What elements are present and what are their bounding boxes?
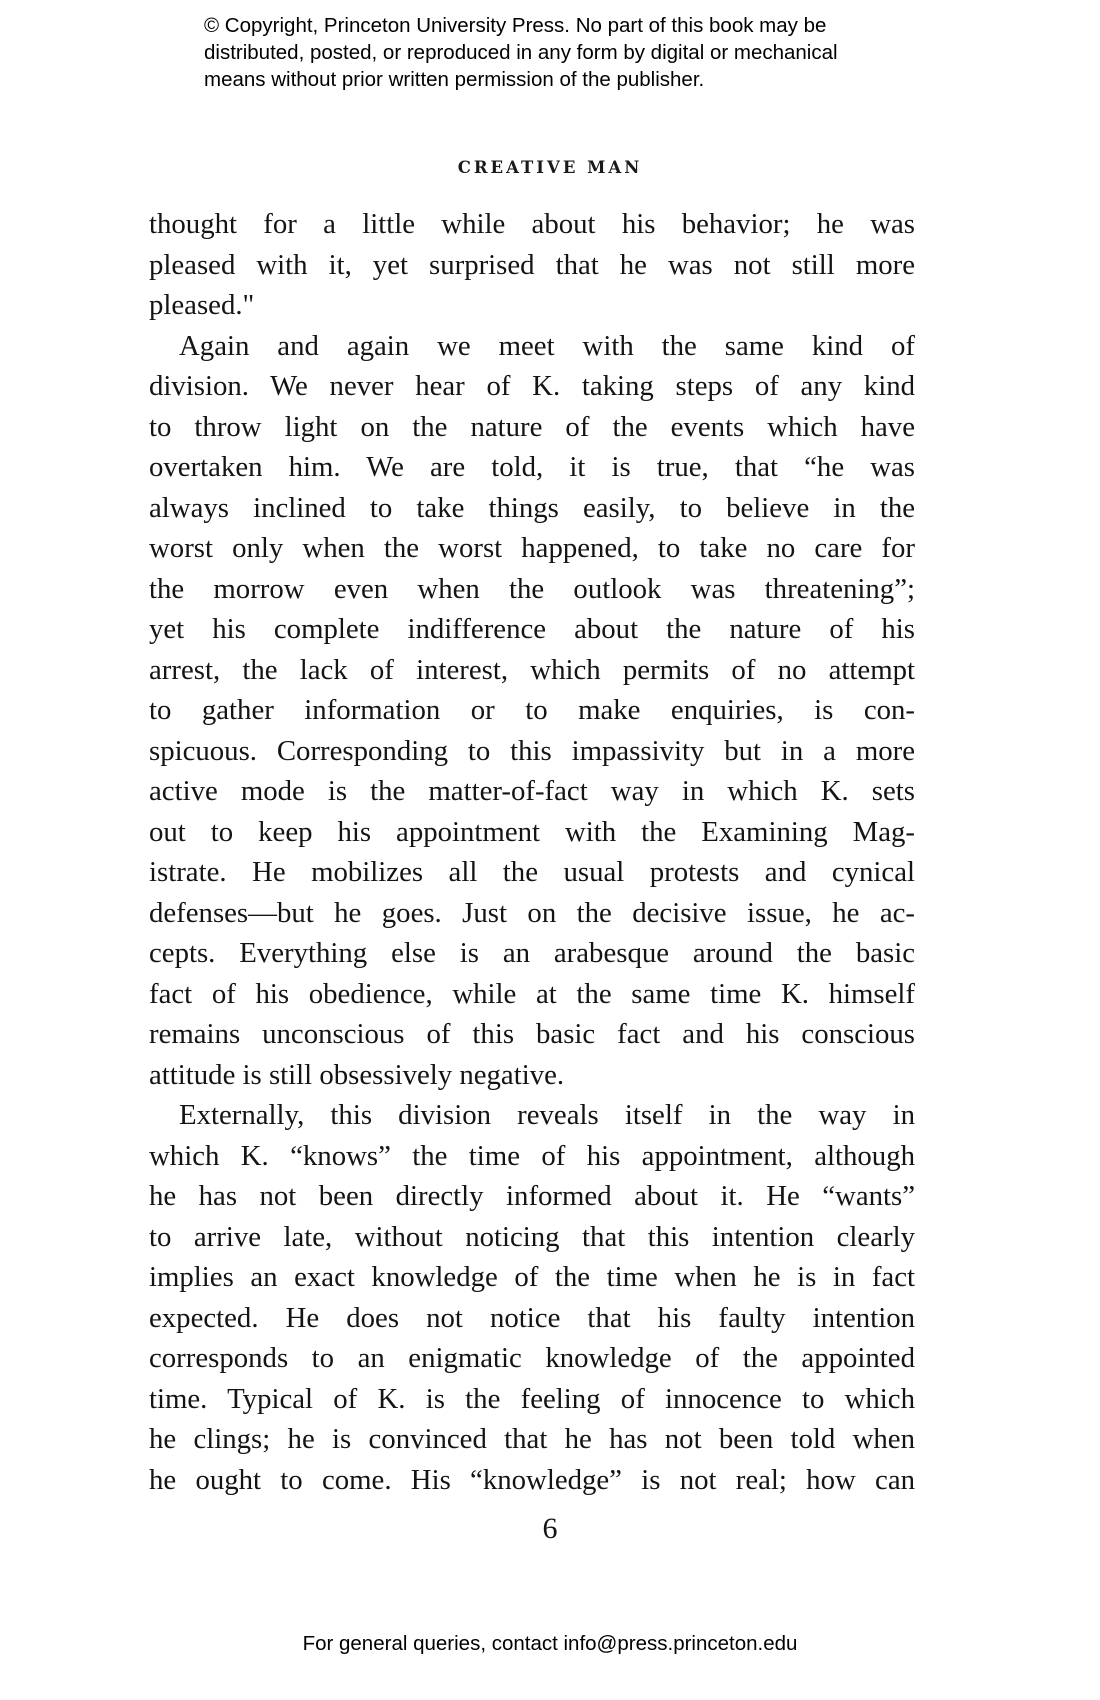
running-head: CREATIVE MAN (457, 158, 643, 177)
text-line: he clings; he is convinced that he has not been told when (149, 1423, 915, 1455)
text-line: yet his complete indifference about the nature of his (149, 613, 915, 645)
text-line: arrest, the lack of interest, which permits of no attempt (149, 653, 915, 686)
text-line: pleased." (149, 289, 255, 321)
text-line: worst only when the worst happened, to take no care for (149, 532, 915, 564)
text-line: to gather information or to make enquiries, is con- (149, 694, 915, 726)
text-line: time. Typical of K. is the feeling of innocence to which (149, 1382, 915, 1415)
text-line: division. We never hear of K. taking steps of any kind (149, 370, 915, 402)
text-line: always inclined to take things easily, to believe in the (149, 491, 915, 524)
text-line: to arrive late, without noticing that this intention clearly (149, 1220, 915, 1253)
paragraph-start-line: Again and again we meet with the same kind of (179, 329, 915, 362)
text-line: defenses—but he goes. Just on the decisive issue, he ac- (149, 896, 915, 929)
body-text (149, 204, 915, 1500)
text-line: to throw light on the nature of the events which have (149, 410, 915, 443)
text-line: overtaken him. We are told, it is true, that “he was (149, 451, 915, 483)
text-line: attitude is still obsessively negative. (149, 1058, 565, 1091)
copyright-notice (204, 12, 924, 93)
text-line: he has not been directly informed about it. He “wants” (149, 1180, 915, 1212)
text-line: istrate. He mobilizes all the usual protests and cynical (149, 856, 915, 888)
text-line: fact of his obedience, while at the same time K. himself (149, 977, 915, 1010)
text-line: remains unconscious of this basic fact and his conscious (149, 1018, 915, 1050)
text-line: expected. He does not notice that his faulty intention (149, 1301, 915, 1334)
text-line: spicuous. Corresponding to this impassivity but in a more (149, 734, 915, 767)
text-line: which K. “knows” the time of his appointment, although (149, 1139, 915, 1172)
text-line: corresponds to an enigmatic knowledge of the appointed (149, 1342, 915, 1374)
text-line: cepts. Everything else is an arabesque around the basic (149, 937, 915, 969)
paragraph-start-line: Externally, this division reveals itself in the way in (179, 1099, 915, 1131)
page-number: 6 (542, 1512, 558, 1545)
footer-contact: For general queries, contact info@press.princeton.edu (302, 1632, 798, 1655)
text-line: the morrow even when the outlook was threatening”; (149, 572, 915, 605)
copyright-line: distributed, posted, or reproduced in any form by digital or mechanical (204, 41, 838, 64)
text-line: he ought to come. His “knowledge” is not real; how can (149, 1463, 915, 1496)
text-line: out to keep his appointment with the Examining Mag- (149, 815, 915, 848)
copyright-line: means without prior written permission of the publisher. (204, 68, 705, 91)
copyright-line: © Copyright, Princeton University Press. No part of this book may be (204, 14, 827, 37)
text-line: implies an exact knowledge of the time when he is in fact (149, 1261, 915, 1293)
text-line: thought for a little while about his behavior; he was (149, 208, 915, 240)
text-line: pleased with it, yet surprised that he was not still more (149, 248, 915, 281)
text-line: active mode is the matter-of-fact way in which K. sets (149, 775, 915, 807)
